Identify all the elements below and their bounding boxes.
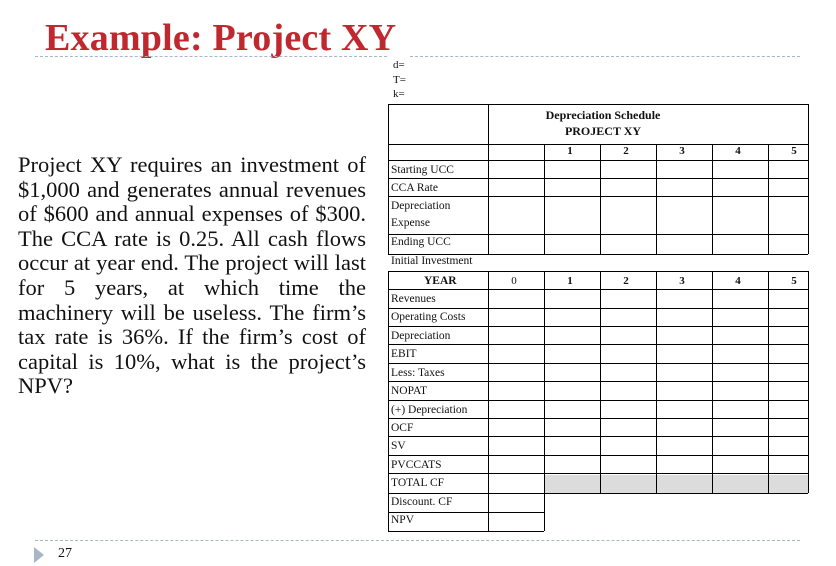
cashflow-row-label: OCF [391,422,414,434]
cashflow-row-label: Discount. CF [391,496,453,508]
problem-statement: Project XY requires an investment of $1,000 and generates annual revenues of $600 and annual expenses of $300. The CCA rate is 0.25. All cash flows occur at year end. The project will last for 5 years, at which time the machinery will be useless. The firm’s tax rate is 36%. If the firm’s cost of capital is 10%, what is the project’s NPV? [18,152,366,399]
cashflow-year: 5 [791,275,797,287]
grid-vline [768,271,769,493]
grid-vline [712,271,713,493]
table-border [388,104,808,105]
grid-hline [388,289,808,290]
schedule-row-label: Starting UCC [391,164,454,176]
cashflow-row-label: Revenues [391,293,436,305]
cashflow-row-label: (+) Depreciation [391,404,468,416]
grid-hline [388,363,808,364]
cashflow-row-label: NPV [391,514,415,526]
grid-vline [544,271,545,531]
schedule-title: Depreciation Schedule [545,108,661,122]
cashflow-row-label: Depreciation [391,330,451,342]
grid-hline [388,326,808,327]
cashflow-year: 4 [735,275,741,287]
schedule-row-label: Ending UCC [391,236,451,248]
grid-vline [808,144,809,254]
grid-hline [388,254,808,255]
grid-hline [388,178,808,179]
schedule-row-label: CCA Rate [391,182,438,194]
cashflow-row-label: SV [391,440,406,452]
grid-vline [488,271,489,531]
schedule-row-label: Depreciation [391,200,451,212]
schedule-year: 4 [735,145,741,157]
grid-hline [388,400,808,401]
grid-hline [388,160,808,161]
cashflow-year: 0 [511,275,517,287]
grid-hline [388,455,808,456]
schedule-year: 1 [567,145,573,157]
grid-hline [388,381,808,382]
param-k: k= [393,88,405,100]
grid-hline [388,493,808,494]
grid-hline [388,308,808,309]
schedule-subtitle: PROJECT XY [564,124,642,138]
cashflow-row-label: TOTAL CF [391,477,445,489]
grid-hline [388,234,808,235]
footer-arrow-icon [34,547,44,563]
grid-vline [600,271,601,493]
schedule-year: 5 [791,145,797,157]
cashflow-row-label: NOPAT [391,385,428,397]
grid-hline [388,473,808,474]
param-t: T= [393,73,406,86]
cashflow-row-label: EBIT [391,348,417,360]
page-number: 27 [58,546,72,561]
slide-title: Example: Project XY [45,17,397,59]
grid-vline [388,271,389,531]
grid-hline [388,512,544,513]
cashflow-year: 2 [623,275,629,287]
cashflow-row-label: PVCCATS [391,459,442,471]
schedule-year: 3 [679,145,685,157]
title-divider-right [410,56,800,57]
grid-hline [388,418,808,419]
grid-vline [656,271,657,493]
grid-hline [388,436,808,437]
param-d: d= [393,59,405,71]
cashflow-year: 1 [567,275,573,287]
grid-vline [488,104,489,144]
title-divider [35,56,387,57]
cashflow-year: 3 [679,275,685,287]
grid-vline [808,271,809,493]
grid-hline [388,271,808,272]
schedule-year: 2 [623,145,629,157]
parameter-list [393,58,406,102]
cashflow-row-label: Less: Taxes [391,367,445,379]
grid-hline [388,531,544,532]
grid-hline [388,344,808,345]
initial-investment-label: Initial Investment [391,255,473,267]
footer-divider [35,540,800,541]
grid-hline [388,196,808,197]
schedule-row-label: Expense [391,217,430,229]
year-label: YEAR [424,275,457,287]
cashflow-row-label: Operating Costs [391,311,466,323]
